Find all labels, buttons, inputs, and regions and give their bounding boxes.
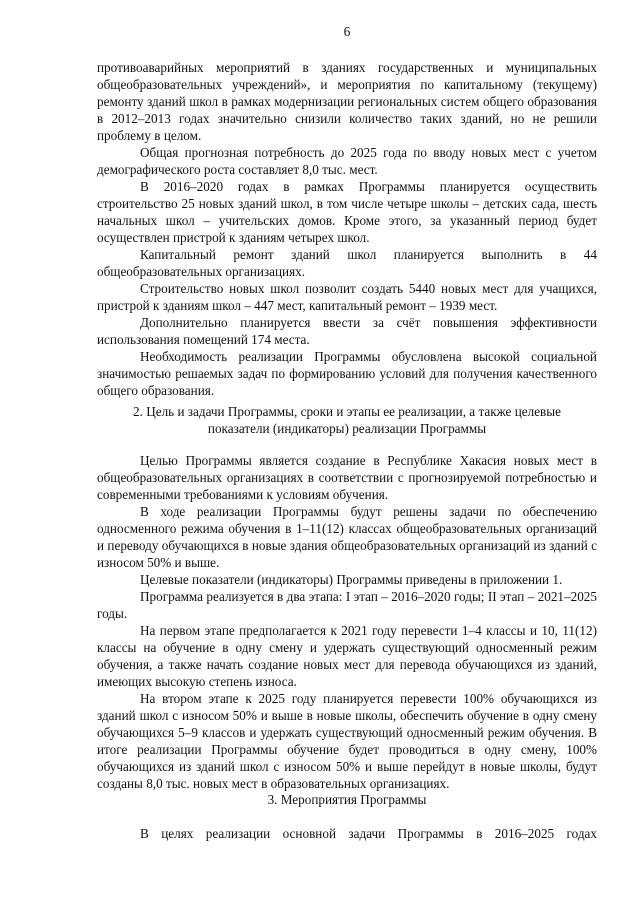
section-top-text (97, 59, 597, 399)
paragraph: Целью Программы является создание в Республике Хакасия новых мест в общеобразовательных организациях в соответствии с прогнозируемой потребностью и современными требованиями к условиям обучения. (97, 453, 597, 502)
paragraph: Необходимость реализации Программы обусловлена высокой социальной значимостью решаемых задач по формированию условий для получения качественного общего образования. (97, 349, 597, 398)
paragraph: Строительство новых школ позволит создать 5440 новых мест для учащихся, пристрой к зданиям школ – 447 мест, капитальный ремонт – 1939 мест. (97, 281, 597, 313)
section-heading-line: 3. Мероприятия Программы (267, 792, 427, 807)
paragraph: противоаварийных мероприятий в зданиях государственных и муниципальных общеобразовательных учреждений», и мероприятия по капитальному (текущему) ремонту зданий школ в рамках модернизации региональных систем общего образования в 2012–2013 годах значительно снизили количество таких зданий, но не решили проблему в целом. (97, 60, 597, 143)
section-2-text (97, 452, 597, 792)
paragraph: Программа реализуется в два этапа: I этап – 2016–2020 годы; II этап – 2021–2025 годы. (97, 589, 597, 621)
section-2-heading (97, 403, 597, 437)
paragraph: На первом этапе предполагается к 2021 году перевести 1–4 классы и 10, 11(12) классы на обучение в одну смену и удержать существующий односменный режим обучения, а также начать создание новых мест для перевода обучающихся из зданий, имеющих высокую степень износа. (97, 623, 597, 689)
paragraph: На втором этапе к 2025 году планируется перевести 100% обучающихся из зданий школ с износом 50% и выше в новые школы, обеспечить обучение в одну смену обучающихся 5–9 классов и удержать существующий односменный режим обучения. В итоге реализации Программы обучение будет проводиться в одну смену, 100% обучающихся из зданий школ с износом 50% и выше перейдут в новые школы, будут созданы 8,0 тыс. новых мест в образовательных организациях. (97, 691, 597, 791)
paragraph: В целях реализации основной задачи Программы в 2016–2025 годах (140, 826, 597, 841)
section-heading-line: показатели (индикаторы) реализации Программы (207, 421, 487, 436)
paragraph: Дополнительно планируется ввести за счёт повышения эффективности использования помещений 174 места. (97, 315, 597, 347)
paragraph: Целевые показатели (индикаторы) Программы приведены в приложении 1. (140, 572, 563, 587)
paragraph: В 2016–2020 годах в рамках Программы планируется осуществить строительство 25 новых зданий школ, в том числе четыре школы – детских сада, шесть начальных школ – учительских домов. Кроме этого, за указанный период будет осуществлен пристрой к зданиям четырех школ. (97, 179, 597, 245)
section-3-text (97, 825, 597, 842)
section-3-heading (97, 791, 597, 808)
paragraph: Общая прогнозная потребность до 2025 года по вводу новых мест с учетом демографического роста составляет 8,0 тыс. мест. (97, 145, 597, 177)
paragraph: Капитальный ремонт зданий школ планируется выполнить в 44 общеобразовательных организациях. (97, 247, 597, 279)
paragraph: В ходе реализации Программы будут решены задачи по обеспечению односменного режима обучения в 1–11(12) классах общеобразовательных организаций и переводу обучающихся в новые здания общеобразовательных организаций из зданий с износом 50% и выше. (97, 504, 597, 570)
section-heading-line: 2. Цель и задачи Программы, сроки и этапы ее реализации, а также целевые (133, 404, 561, 419)
page-number: 6 (343, 24, 351, 39)
